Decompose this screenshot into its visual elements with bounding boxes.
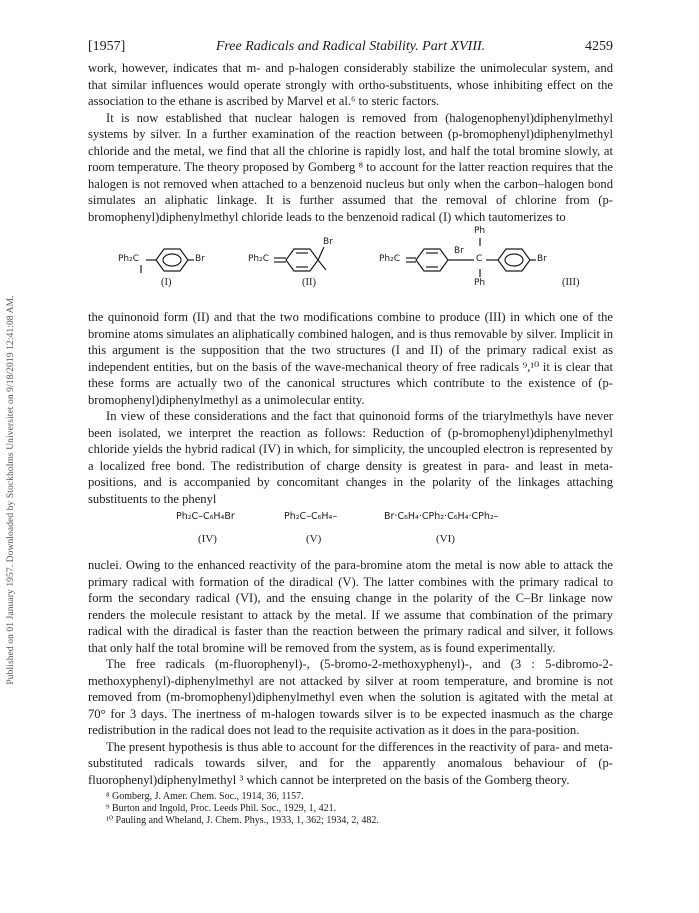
struct-I-right: Br	[195, 254, 205, 264]
struct-III-bottom: Ph	[474, 278, 486, 288]
formula-V: Ph₂C–C₆H₄–	[284, 511, 338, 522]
quinonoid-ring-II	[286, 249, 318, 271]
article-body	[88, 60, 613, 827]
paragraph-6: The free radicals (m-fluorophenyl)-, (5-bromo-2-methoxyphenyl)-, and (3 : 5-dibromo-2-methoxyphenyl)-diphenylmethyl are not attacked by silver at room temperature, and bromine is not removed from (m-bromophenyl)diphenylmethyl even when the solution is agitated with the metal at 70° for 3 days. The inertness of m-halogen towards silver is to be expected inasmuch as the charge redistribution in the radical does not lead to the requisite activation as it does in the para-position.	[88, 657, 613, 737]
benzene-ring-I	[156, 249, 188, 271]
page-number: 4259	[585, 39, 613, 54]
radical-formulas	[88, 507, 613, 557]
struct-III-carbon: C	[476, 254, 483, 264]
footnotes	[88, 791, 613, 827]
struct-III-label: (III)	[562, 277, 580, 288]
c-radical-bond	[318, 260, 326, 270]
benzene-ring-III	[498, 249, 530, 271]
struct-II-label: (II)	[302, 277, 316, 288]
paragraph-5: nuclei. Owing to the enhanced reactivity of the para-bromine atom the metal is now able to attack the primary radical with formation of the diradical (V). The latter combines with the primary radical to form the secondary radical (VI), and the ensuing change in the polarity of the C–Br linkage now renders the molecule resistant to attack by the metal. If we assume that combination of the primary radical with the diradical is faster than the reaction between the primary radical and silver, it follows that only half the total bromine will be removed from the system, as is found experimentally.	[88, 558, 613, 655]
paragraph-2: It is now established that nuclear halogen is removed from (halogenophenyl)diphenylmethyl systems by silver. In a further examination of the reaction between (p-bromophenyl)diphenylmethyl chloride and the metal, we find that all the chlorine is rapidly lost, and half the total bromine slowly, at room temperature. The theory proposed by Gomberg ⁸ to account for the latter reaction requires that the halogen is not removed when attached to a benzenoid nucleus but only when the carbon–halogen bond simulates an aliphatic linkage. It is further assumed that the removal of chlorine from (p-bromophenyl)diphenylmethyl chloride leads to the benzenoid radical (I) which tautomerizes to	[88, 110, 613, 224]
download-watermark-text: Published on 01 January 1957. Downloaded by Stockholms Universitet on 9/18/2019 12:41:08 AM.	[6, 295, 16, 685]
structures-diagram	[88, 225, 613, 309]
c-br-bond	[318, 247, 324, 260]
formula-IV: Ph₂C–C₆H₄Br	[176, 511, 235, 522]
quinonoid-ring-III	[416, 249, 448, 271]
paragraph-1: work, however, indicates that m- and p-halogen considerably stabilize the unimolecular system, and that similar influences would operate strongly with ortho-substituents, whose inhibiting effect on the association to the ethane is ascribed by Marvel et al.⁶ to steric factors.	[88, 61, 613, 108]
aromatic-circle	[163, 254, 181, 266]
footnote-10: ¹⁰ Pauling and Wheland, J. Chem. Phys., 1933, 1, 362; 1934, 2, 482.	[106, 815, 379, 826]
footnote-9: ⁹ Burton and Ingold, Proc. Leeds Phil. Soc., 1929, 1, 421.	[106, 803, 337, 814]
struct-II-left: Ph₂C	[248, 254, 270, 264]
paragraph-3: the quinonoid form (II) and that the two modifications combine to produce (III) in which one of the bromine atoms simulates an aliphatically combined halogen, and is thus removable by silver. Implicit in this argument is the supposition that the two structures (I and II) of the primary radical exist as independent entities, but on the basis of the wave-mechanical theory of free radicals ⁹,¹⁰ it is clear that these forms are actually two of the canonical structures which contribute to the existence of (p-bromophenyl)diphenylmethyl as a unimolecular entity.	[88, 310, 613, 407]
footnote-8: ⁸ Gomberg, J. Amer. Chem. Soc., 1914, 36, 1157.	[106, 791, 304, 802]
header-year: [1957]	[88, 39, 126, 54]
paragraph-4: In view of these considerations and the fact that quinonoid forms of the triarylmethyls have never been isolated, we interpret the reaction as follows: Reduction of (p-bromophenyl)diphenylmethyl chloride yields the hybrid radical (IV) in which, for simplicity, the uncoupled electron is represented by a localized free bond. The redistribution of charge density is greatest in para- and least in meta-positions, and is accompanied by concomitant changes in the polarity of the linkages attaching substituents to the phenyl	[88, 409, 613, 506]
formula-VI-label: (VI)	[436, 533, 455, 545]
aromatic-circle	[505, 254, 523, 266]
struct-II-top: Br	[323, 237, 333, 247]
struct-III-br: Br	[454, 246, 464, 256]
structures-figure	[88, 225, 613, 309]
header-title: Free Radicals and Radical Stability. Part XVIII.	[215, 39, 486, 54]
struct-III-left: Ph₂C	[379, 254, 401, 264]
struct-I-left: Ph₂C	[118, 254, 140, 264]
running-header	[88, 39, 613, 57]
download-watermark	[4, 120, 18, 860]
formula-IV-label: (IV)	[198, 533, 217, 545]
paragraph-7: The present hypothesis is thus able to account for the differences in the reactivity of para- and meta-substituted radicals towards silver, and for the apparently anomalous behaviour of (p-fluorophenyl)diphenylmethyl ³ which cannot be interpreted on the basis of the Gomberg theory.	[88, 739, 613, 787]
struct-III-right: Br	[537, 254, 547, 264]
formula-V-label: (V)	[306, 533, 322, 545]
struct-III-top: Ph	[474, 226, 486, 236]
struct-I-label: (I)	[161, 277, 172, 288]
formula-VI: Br·C₆H₄·CPh₂·C₆H₄·CPh₂–	[384, 511, 499, 522]
